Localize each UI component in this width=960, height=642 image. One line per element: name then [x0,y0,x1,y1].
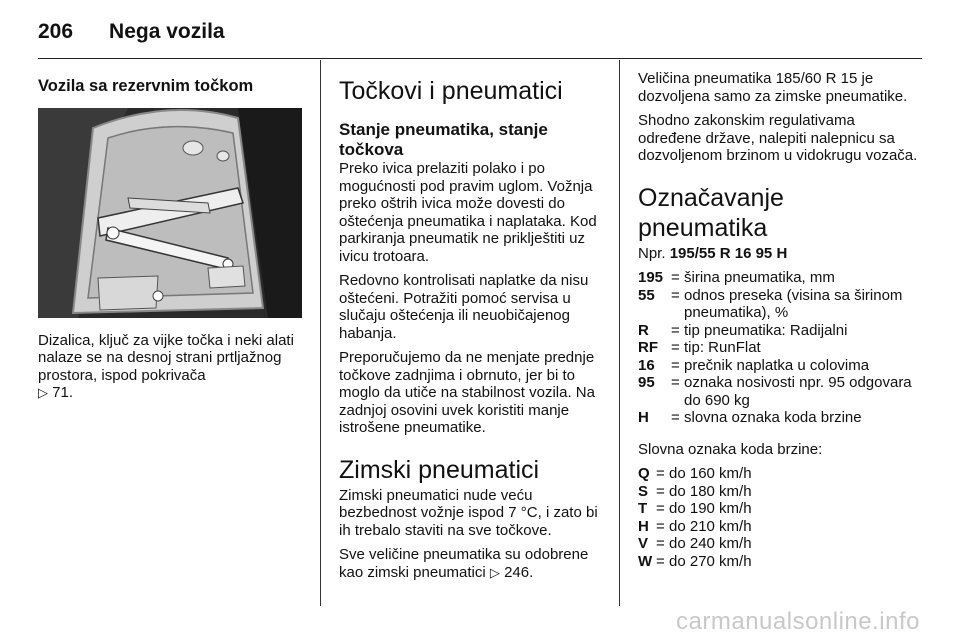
paragraph-winter-safety: Zimski pneumatici nude veću bezbednost vožnje ispod 7 °C, i zato bi ih trebalo staviti na sve točkove. [339,486,598,539]
speed-row [638,465,919,483]
section-title-marking: Označavanje pneumatika [638,183,784,242]
speed-row [638,500,919,518]
speed-row [638,483,919,501]
example-code: 195/55 R 16 95 H [669,244,788,262]
equals-sign: = [671,339,680,356]
definition-key: H [638,409,649,426]
caption-page-ref[interactable]: 71. [52,384,74,401]
section-title-wheels: Točkovi i pneumatici [339,77,563,105]
definition-text: tip pneumatika: Radijalni [684,321,848,339]
example-line [638,245,919,263]
equals-sign: = [671,356,680,374]
equals-sign: = [656,482,665,500]
caption-text: Dizalica, ključ za vijke točka i neki alati nalaze se na desnoj strani prtljažnog prostora, ispod pokrivača [38,331,294,384]
page-number: 206 [38,20,74,43]
paragraph-speed-sticker: Shodno zakonskim regulativama određene države, nalepiti nalepnicu sa dozvoljenom brzinom u vidokrugu vozača. [638,112,918,164]
winter-page-ref[interactable]: 246. [504,563,534,581]
speed-text: do 190 km/h [669,500,752,517]
subsection-title-condition: Stanje pneumatika, stanje točkova [339,120,548,159]
definition-key: 195 [638,269,664,286]
equals-sign: = [671,269,680,286]
speed-key: V [638,535,649,552]
speed-text: do 160 km/h [669,465,752,482]
definition-key: R [638,321,649,339]
speed-text: do 240 km/h [669,535,752,552]
header-divider [38,58,922,59]
definition-text: tip: RunFlat [684,339,761,356]
speed-row [638,553,919,571]
speed-row [638,518,919,536]
watermark: carmanualsonline.info [676,608,920,635]
speed-key: T [638,500,648,517]
definition-text: prečnik naplatka u colovima [684,356,870,374]
speed-text: do 270 km/h [669,552,752,570]
equals-sign: = [671,374,680,391]
trunk-jack-photo [38,108,302,318]
trunk-illustration [38,108,302,318]
spacer [638,427,919,441]
definition-row [638,409,919,427]
paragraph-size-winter-only: Veličina pneumatika 185/60 R 15 je dozvoljena samo za zimske pneumatike. [638,70,908,105]
photo-caption [38,332,302,402]
speed-key: W [638,552,653,570]
definition-text: širina pneumatika, mm [684,269,835,286]
equals-sign: = [656,535,665,552]
paragraph-curbs: Preko ivica prelaziti polako i po mogućnosti pod pravim uglom. Vožnja preko oštrih ivica može dovesti do oštećenja pneumatika i naplataka. Kod parkiranja pneumatik ne priklještiti uz ivicu trotoara. [339,160,597,265]
section-title-winter: Zimski pneumatici [339,455,540,484]
paragraph-winter-sizes [339,546,606,581]
middle-column [320,60,606,606]
equals-sign: = [656,517,665,535]
equals-sign: = [671,286,680,304]
speed-row [638,535,919,553]
page-ref-icon: ▷ [38,385,48,400]
equals-sign: = [671,409,680,426]
equals-sign: = [671,321,680,339]
winter-sizes-text: Sve veličine pneumatika su odobrene kao zimski pneumatici [339,546,589,581]
equals-sign: = [656,465,665,482]
paragraph-rims: Redovno kontrolisati naplatke da nisu oštećeni. Potražiti pomoć servisa u slučaju oštećenja ili neuobičajenog habanja. [339,272,589,342]
left-column [38,60,302,606]
right-column [619,60,919,606]
definition-key: 95 [638,374,655,391]
definition-text: odnos preseka (visina sa širinom pneumatika), % [684,286,903,321]
speed-text: do 180 km/h [669,482,752,500]
section-heading-spare-wheel: Vozila sa rezervnim točkom [38,77,254,95]
definition-row [638,269,919,287]
definition-row [638,374,919,409]
speed-code-list [638,465,919,570]
example-prefix: Npr. [638,244,666,262]
speed-key: S [638,482,649,500]
definition-key: RF [638,339,658,356]
speed-key: Q [638,465,650,482]
definition-row [638,322,919,340]
speed-text: do 210 km/h [669,517,752,535]
speed-key: H [638,517,649,535]
page-header [38,14,225,50]
definition-key: 16 [638,356,655,374]
equals-sign: = [656,500,665,517]
chapter-title: Nega vozila [109,20,225,43]
definition-list [638,269,919,427]
definition-key: 55 [638,286,655,304]
page-ref-icon: ▷ [489,564,500,580]
definition-text: slovna oznaka koda brzine [684,409,862,426]
definition-row [638,287,919,322]
speed-code-intro: Slovna oznaka koda brzine: [638,440,823,458]
paragraph-rotation: Preporučujemo da ne menjate prednje točkove zadnjima i obrnuto, jer bi to moglo da utiče na stabilnost vozila. Na zadnjoj osovini uvek koristiti manje istrošene pneumatike. [339,349,595,436]
definition-text: oznaka nosivosti npr. 95 odgovara do 690 kg [684,374,912,409]
equals-sign: = [656,552,665,570]
definition-row [638,357,919,375]
definition-row [638,339,919,357]
